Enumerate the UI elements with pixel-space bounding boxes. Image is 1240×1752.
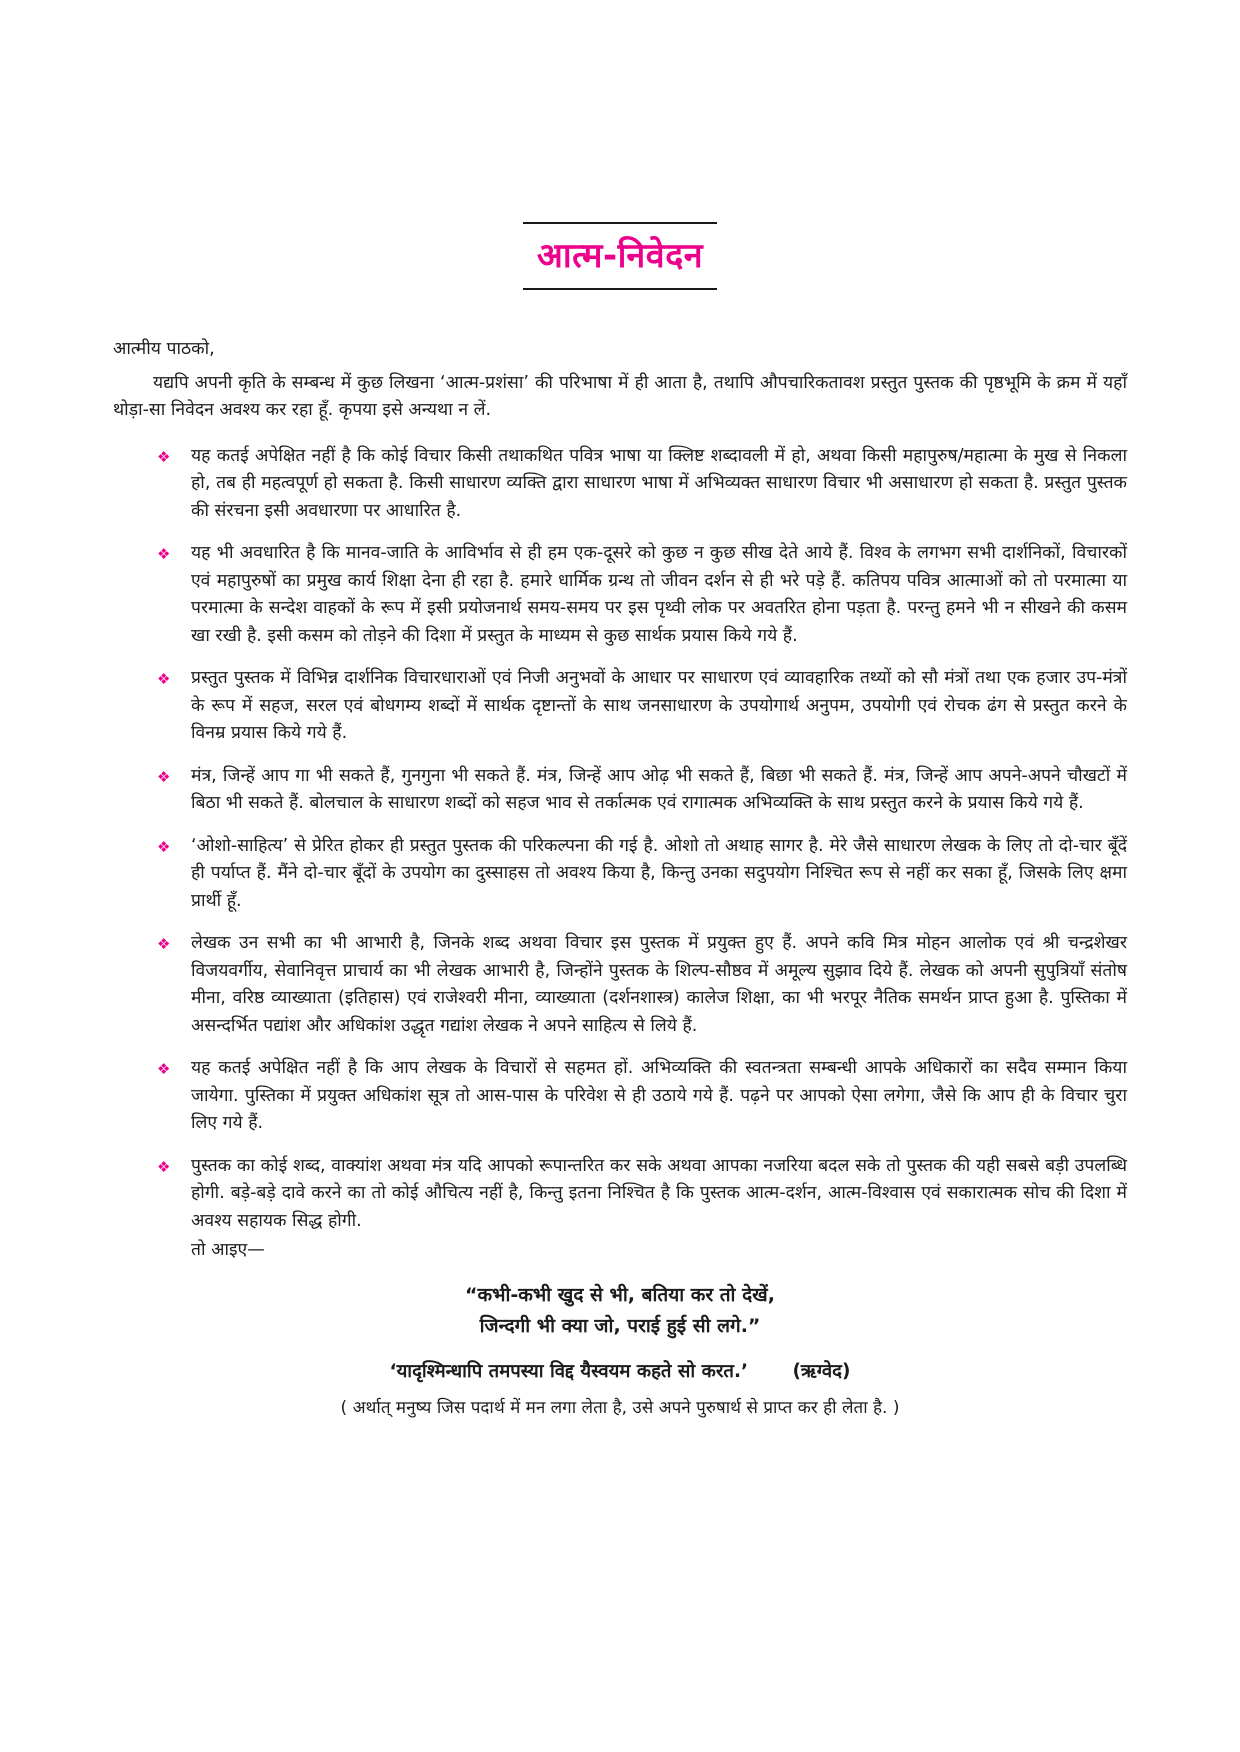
- diamond-bullet-icon: ❖: [157, 767, 171, 786]
- diamond-bullet-icon: ❖: [157, 447, 171, 466]
- bullet-list: [113, 443, 1127, 1265]
- bullet-text: यह कतई अपेक्षित नहीं है कि कोई विचार किसी तथाकथित पवित्र भाषा या क्लिष्ट शब्दावली में हो, अथवा किसी महापुरुष/महात्मा के मुख से निकला हो, तब ही महत्वपूर्ण हो सकता है. किसी साधारण व्यक्ति द्वारा साधारण भाषा में अभिव्यक्त साधारण विचार भी असाधारण हो सकता है. प्रस्तुत पुस्तक की संरचना इसी अवधारणा पर आधारित है.: [191, 445, 1127, 521]
- diamond-bullet-icon: ❖: [157, 935, 171, 953]
- bullet-text: यह कतई अपेक्षित नहीं है कि आप लेखक के विचारों से सहमत हों. अभिव्यक्ति की स्वतन्त्रता सम्बन्धी आपके अधिकारों का सदैव सम्मान किया जायेगा. पुस्तिका में प्रयुक्त अधिकांश सूत्र तो आस-पास के परिवेश से ही उठाये गये हैं. पढ़ने पर आपको ऐसा लगेगा, जैसे कि आप ही के विचार चुरा लिए गये हैं.: [191, 1058, 1127, 1133]
- list-item: [113, 763, 1127, 818]
- list-item: [113, 1153, 1127, 1265]
- couplet: [113, 1280, 1127, 1342]
- verse-text: ‘यादृश्मिन्धापि तमपस्या विद्द यैस्वयम कहते सो करत.’: [389, 1360, 748, 1382]
- verse-attribution: (ऋग्वेद): [792, 1360, 851, 1382]
- document-body: [113, 336, 1127, 1423]
- closing-line: तो आइए—: [191, 1240, 265, 1260]
- intro-paragraph: यद्यपि अपनी कृति के सम्बन्ध में कुछ लिखना ‘आत्म-प्रशंसा’ की परिभाषा में ही आता है, तथापि औपचारिकतावश प्रस्तुत पुस्तक की पृष्ठभूमि के क्रम में यहाँ थोड़ा-सा निवेदन अवश्य कर रहा हूँ. कृपया इसे अन्यथा न लें.: [113, 372, 1127, 420]
- bullet-text: मंत्र, जिन्हें आप गा भी सकते हैं, गुनगुना भी सकते हैं. मंत्र, जिन्हें आप ओढ़ भी सकते हैं, बिछा भी सकते हैं. मंत्र, जिन्हें आप अपने-अपने चौखटों में बिठा भी सकते हैं. बोलचाल के साधारण शब्दों को सहज भाव से तर्कात्मक एवं रागात्मक अभिव्यक्ति के साथ प्रस्तुत करने के प्रयास किये गये हैं.: [191, 765, 1127, 813]
- verse-line: [113, 1358, 1127, 1386]
- title-block: [523, 222, 717, 290]
- bullet-text: लेखक उन सभी का भी आभारी है, जिनके शब्द अथवा विचार इस पुस्तक में प्रयुक्त हुए हैं. अपने कवि मित्र मोहन आलोक एवं श्री चन्द्रशेखर विजयवर्गीय, सेवानिवृत्त प्राचार्य का भी लेखक आभारी है, जिन्होंने पुस्तक के शिल्प-सौष्ठव में अमूल्य सुझाव दिये हैं. लेखक को अपनी सुपुत्रियाँ संतोष मीना, वरिष्ठ व्याख्याता (इतिहास) एवं राजेश्वरी मीना, व्याख्याता (दर्शनशास्त्र) कालेज शिक्षा, का भी भरपूर नैतिक समर्थन प्राप्त हुआ है. पुस्तिका में असन्दर्भित पद्यांश और अधिकांश उद्धृत गद्यांश लेखक ने अपने साहित्य से लिये हैं.: [191, 933, 1127, 1036]
- page-title: आत्म-निवेदन: [536, 236, 704, 276]
- couplet-line-2: जिन्दगी भी क्या जो, पराई हुई सी लगे.”: [479, 1314, 761, 1337]
- bullet-text: पुस्तक का कोई शब्द, वाक्यांश अथवा मंत्र यदि आपको रूपान्तरित कर सके अथवा आपका नजरिया बदल सके तो पुस्तक की यही सबसे बड़ी उपलब्धि होगी. बड़े-बड़े दावे करने का तो कोई औचित्य नहीं है, किन्तु इतना निश्चित है कि पुस्तक आत्म-दर्शन, आत्म-विश्वास एवं सकारात्मक सोच की दिशा में अवश्य सहायक सिद्ध होगी.: [191, 1155, 1127, 1231]
- diamond-bullet-icon: ❖: [157, 837, 171, 856]
- list-item: [113, 1055, 1127, 1138]
- list-item: [113, 665, 1127, 748]
- salutation: आत्मीय पाठको,: [113, 339, 215, 359]
- list-item: [113, 540, 1127, 650]
- diamond-bullet-icon: ❖: [157, 1060, 171, 1078]
- list-item: [113, 833, 1127, 916]
- list-item: [113, 930, 1127, 1040]
- bullet-text: प्रस्तुत पुस्तक में विभिन्न दार्शनिक विचारधाराओं एवं निजी अनुभवों के आधार पर साधारण एवं व्यावहारिक तथ्यों को सौ मंत्रों तथा एक हजार उप-मंत्रों के रूप में सहज, सरल एवं बोधगम्य शब्दों में सार्थक दृष्टान्तों के साथ जनसाधारण के उपयोगार्थ अनुपम, उपयोगी एवं रोचक ढंग से प्रस्तुत करने के विनम्र प्रयास किये गये हैं.: [191, 668, 1127, 743]
- couplet-line-1: “कभी-कभी खुद से भी, बतिया कर तो देखें,: [465, 1283, 775, 1306]
- diamond-bullet-icon: ❖: [157, 670, 171, 688]
- diamond-bullet-icon: ❖: [157, 545, 171, 563]
- verse-meaning: ( अर्थात् मनुष्य जिस पदार्थ में मन लगा लेता है, उसे अपने पुरुषार्थ से प्राप्त कर ही लेता है. ): [340, 1398, 900, 1418]
- bullet-text: ‘ओशो-साहित्य’ से प्रेरित होकर ही प्रस्तुत पुस्तक की परिकल्पना की गई है. ओशो तो अथाह सागर है. मेरे जैसे साधारण लेखक के लिए तो दो-चार बूँदें ही पर्याप्त हैं. मैंने दो-चार बूँदों के उपयोग का दुस्साहस तो अवश्य किया है, किन्तु उनका सदुपयोग निश्चित रूप से नहीं कर सका हूँ, जिसके लिए क्षमा प्रार्थी हूँ.: [191, 835, 1127, 911]
- bullet-text: यह भी अवधारित है कि मानव-जाति के आविर्भाव से ही हम एक-दूसरे को कुछ न कुछ सीख देते आये हैं. विश्व के लगभग सभी दार्शनिकों, विचारकों एवं महापुरुषों का प्रमुख कार्य शिक्षा देना ही रहा है. हमारे धार्मिक ग्रन्थ तो जीवन दर्शन से ही भरे पड़े हैं. कतिपय पवित्र आत्माओं को तो परमात्मा या परमात्मा के सन्देश वाहकों के रूप में इसी प्रयोजनार्थ समय-समय पर इस पृथ्वी लोक पर अवतरित होना पड़ता है. परन्तु हमने भी न सीखने की कसम खा रखी है. इसी कसम को तोड़ने की दिशा में प्रस्तुत के माध्यम से कुछ सार्थक प्रयास किये गये हैं.: [191, 543, 1127, 646]
- list-item: [113, 443, 1127, 526]
- diamond-bullet-icon: ❖: [157, 1157, 171, 1176]
